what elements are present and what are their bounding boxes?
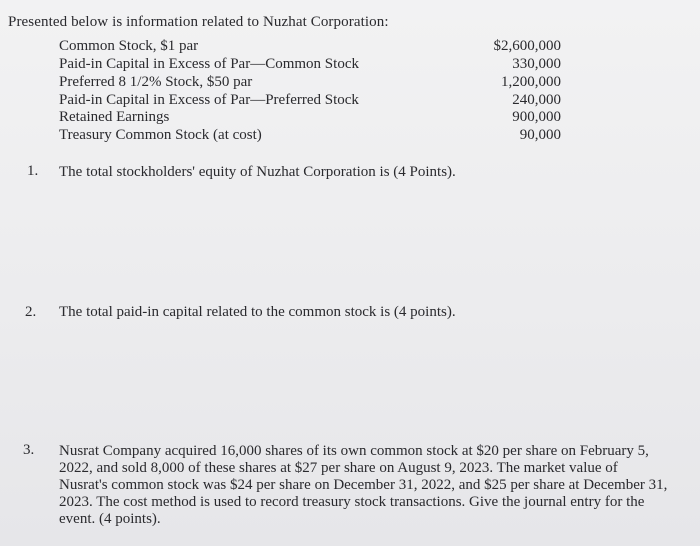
item-value-apic-preferred: 240,000 (512, 92, 561, 108)
question-3-line: event. (4 points). (59, 511, 161, 527)
question-2-text: The total paid-in capital related to the common stock is (4 points). (59, 304, 456, 320)
item-label-apic-common: Paid-in Capital in Excess of Par—Common Stock (59, 56, 359, 72)
question-2-number: 2. (25, 304, 37, 320)
question-3-number: 3. (23, 442, 35, 458)
item-value-apic-common: 330,000 (512, 56, 561, 72)
intro-text: Presented below is information related to Nuzhat Corporation: (8, 14, 389, 30)
question-3-line: 2023. The cost method is used to record treasury stock transactions. Give the journal entry for the (59, 494, 645, 510)
item-label-common-stock: Common Stock, $1 par (59, 38, 199, 54)
item-value-preferred-stock: 1,200,000 (501, 74, 561, 90)
item-label-preferred-stock: Preferred 8 1/2% Stock, $50 par (59, 74, 253, 90)
item-value-common-stock: $2,600,000 (493, 38, 561, 54)
item-value-retained-earnings: 900,000 (512, 109, 561, 125)
item-value-treasury-stock: 90,000 (519, 127, 561, 143)
question-1-number: 1. (27, 163, 39, 179)
item-label-retained-earnings: Retained Earnings (59, 109, 170, 125)
item-label-treasury-stock: Treasury Common Stock (at cost) (59, 127, 262, 143)
item-label-apic-preferred: Paid-in Capital in Excess of Par—Preferred Stock (59, 92, 359, 108)
question-3-line: Nusrat's common stock was $24 per share on December 31, 2022, and $25 per share at December 31, (59, 477, 668, 493)
question-3-text (59, 443, 699, 528)
question-3-line: Nusrat Company acquired 16,000 shares of its own common stock at $20 per share on February 5, (59, 443, 649, 459)
question-1-text: The total stockholders' equity of Nuzhat Corporation is (4 Points). (59, 164, 456, 180)
question-3-line: 2022, and sold 8,000 of these shares at $27 per share on August 9, 2023. The market value of (59, 460, 618, 476)
